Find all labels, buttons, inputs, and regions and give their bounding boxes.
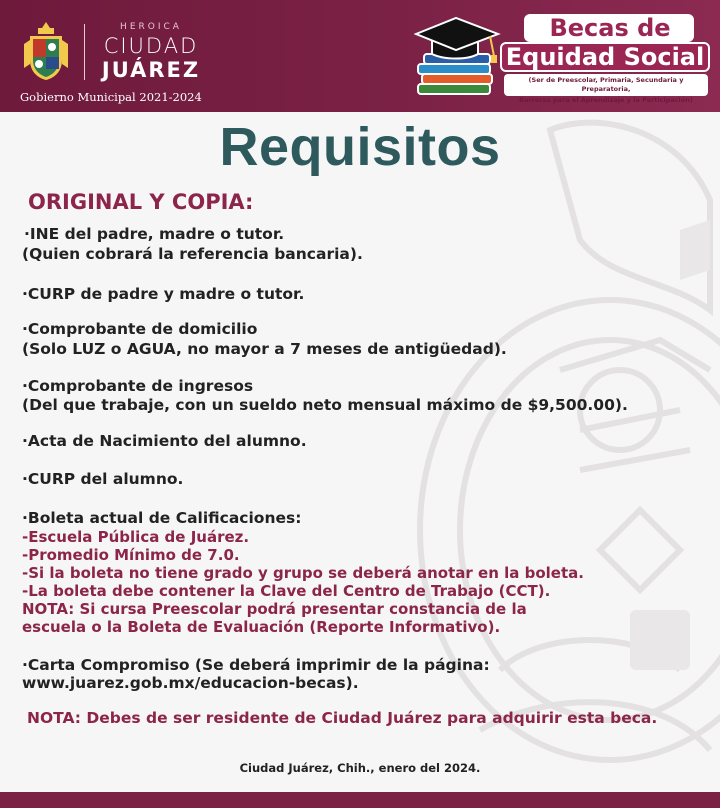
ciudad-label: CIUDAD	[103, 34, 199, 58]
req-ingresos-note: (Del que trabaje, con un sueldo neto mensual máximo de $9,500.00).	[22, 396, 628, 414]
req-ine-note: (Quien cobrará la referencia bancaria).	[22, 245, 363, 263]
boleta-escuela-publica: -Escuela Pública de Juárez.	[22, 528, 250, 546]
becas-subtitle-line1: (Ser de Preescolar, Primaria, Secundaria y Preparatoria,	[528, 76, 684, 93]
req-comprobante-ingresos: ·Comprobante de ingresos	[22, 377, 254, 395]
boleta-nota-preescolar-cont: escuela o la Boleta de Evaluación (Reporte Informativo).	[22, 618, 501, 636]
aztec-watermark-graphic	[380, 110, 720, 808]
header-banner	[0, 0, 720, 112]
req-curp-padres: ·CURP de padre y madre o tutor.	[22, 285, 305, 303]
req-domicilio-note: (Solo LUZ o AGUA, no mayor a 7 meses de antigüedad).	[22, 340, 507, 358]
boleta-cct: -La boleta debe contener la Clave del Centro de Trabajo (CCT).	[22, 582, 551, 600]
req-boleta: ·Boleta actual de Calificaciones:	[22, 509, 302, 527]
header-divider	[84, 24, 85, 80]
gobierno-municipal-label: Gobierno Municipal 2021-2024	[20, 90, 202, 104]
req-carta-compromiso: ·Carta Compromiso (Se deberá imprimir de la página:	[22, 656, 490, 674]
boleta-nota-preescolar: NOTA: Si cursa Preescolar podrá presentar constancia de la	[22, 600, 527, 618]
footer-date: Ciudad Juárez, Chih., enero del 2024.	[239, 761, 481, 775]
page-title: Requisitos	[219, 117, 501, 177]
heroica-label: HEROICA	[120, 22, 182, 32]
req-comprobante-domicilio: ·Comprobante de domicilio	[22, 320, 258, 338]
req-ine: ·INE del padre, madre o tutor.	[24, 225, 285, 243]
becas-title-line2: Equidad Social	[500, 42, 710, 72]
becas-subtitle	[504, 74, 708, 104]
nota-residente: NOTA: Debes de ser residente de Ciudad Juárez para adquirir esta beca.	[27, 709, 658, 727]
becas-title-line1: Becas de	[512, 12, 708, 42]
bottom-bar	[0, 792, 720, 808]
original-y-copia-heading: ORIGINAL Y COPIA:	[28, 190, 254, 214]
req-curp-alumno: ·CURP del alumno.	[22, 470, 184, 488]
city-crest-icon	[24, 20, 68, 82]
req-acta-nacimiento: ·Acta de Nacimiento del alumno.	[22, 432, 307, 450]
becas-subtitle-line2: Barreras para el Aprendizaje y la Participación)	[519, 96, 693, 104]
juarez-label: JUÁREZ	[101, 58, 201, 82]
boleta-grado-grupo: -Si la boleta no tiene grado y grupo se deberá anotar en la boleta.	[22, 564, 584, 582]
graduation-books-icon	[414, 12, 506, 98]
boleta-promedio: -Promedio Mínimo de 7.0.	[22, 546, 240, 564]
carta-compromiso-url: www.juarez.gob.mx/educacion-becas).	[22, 674, 359, 692]
